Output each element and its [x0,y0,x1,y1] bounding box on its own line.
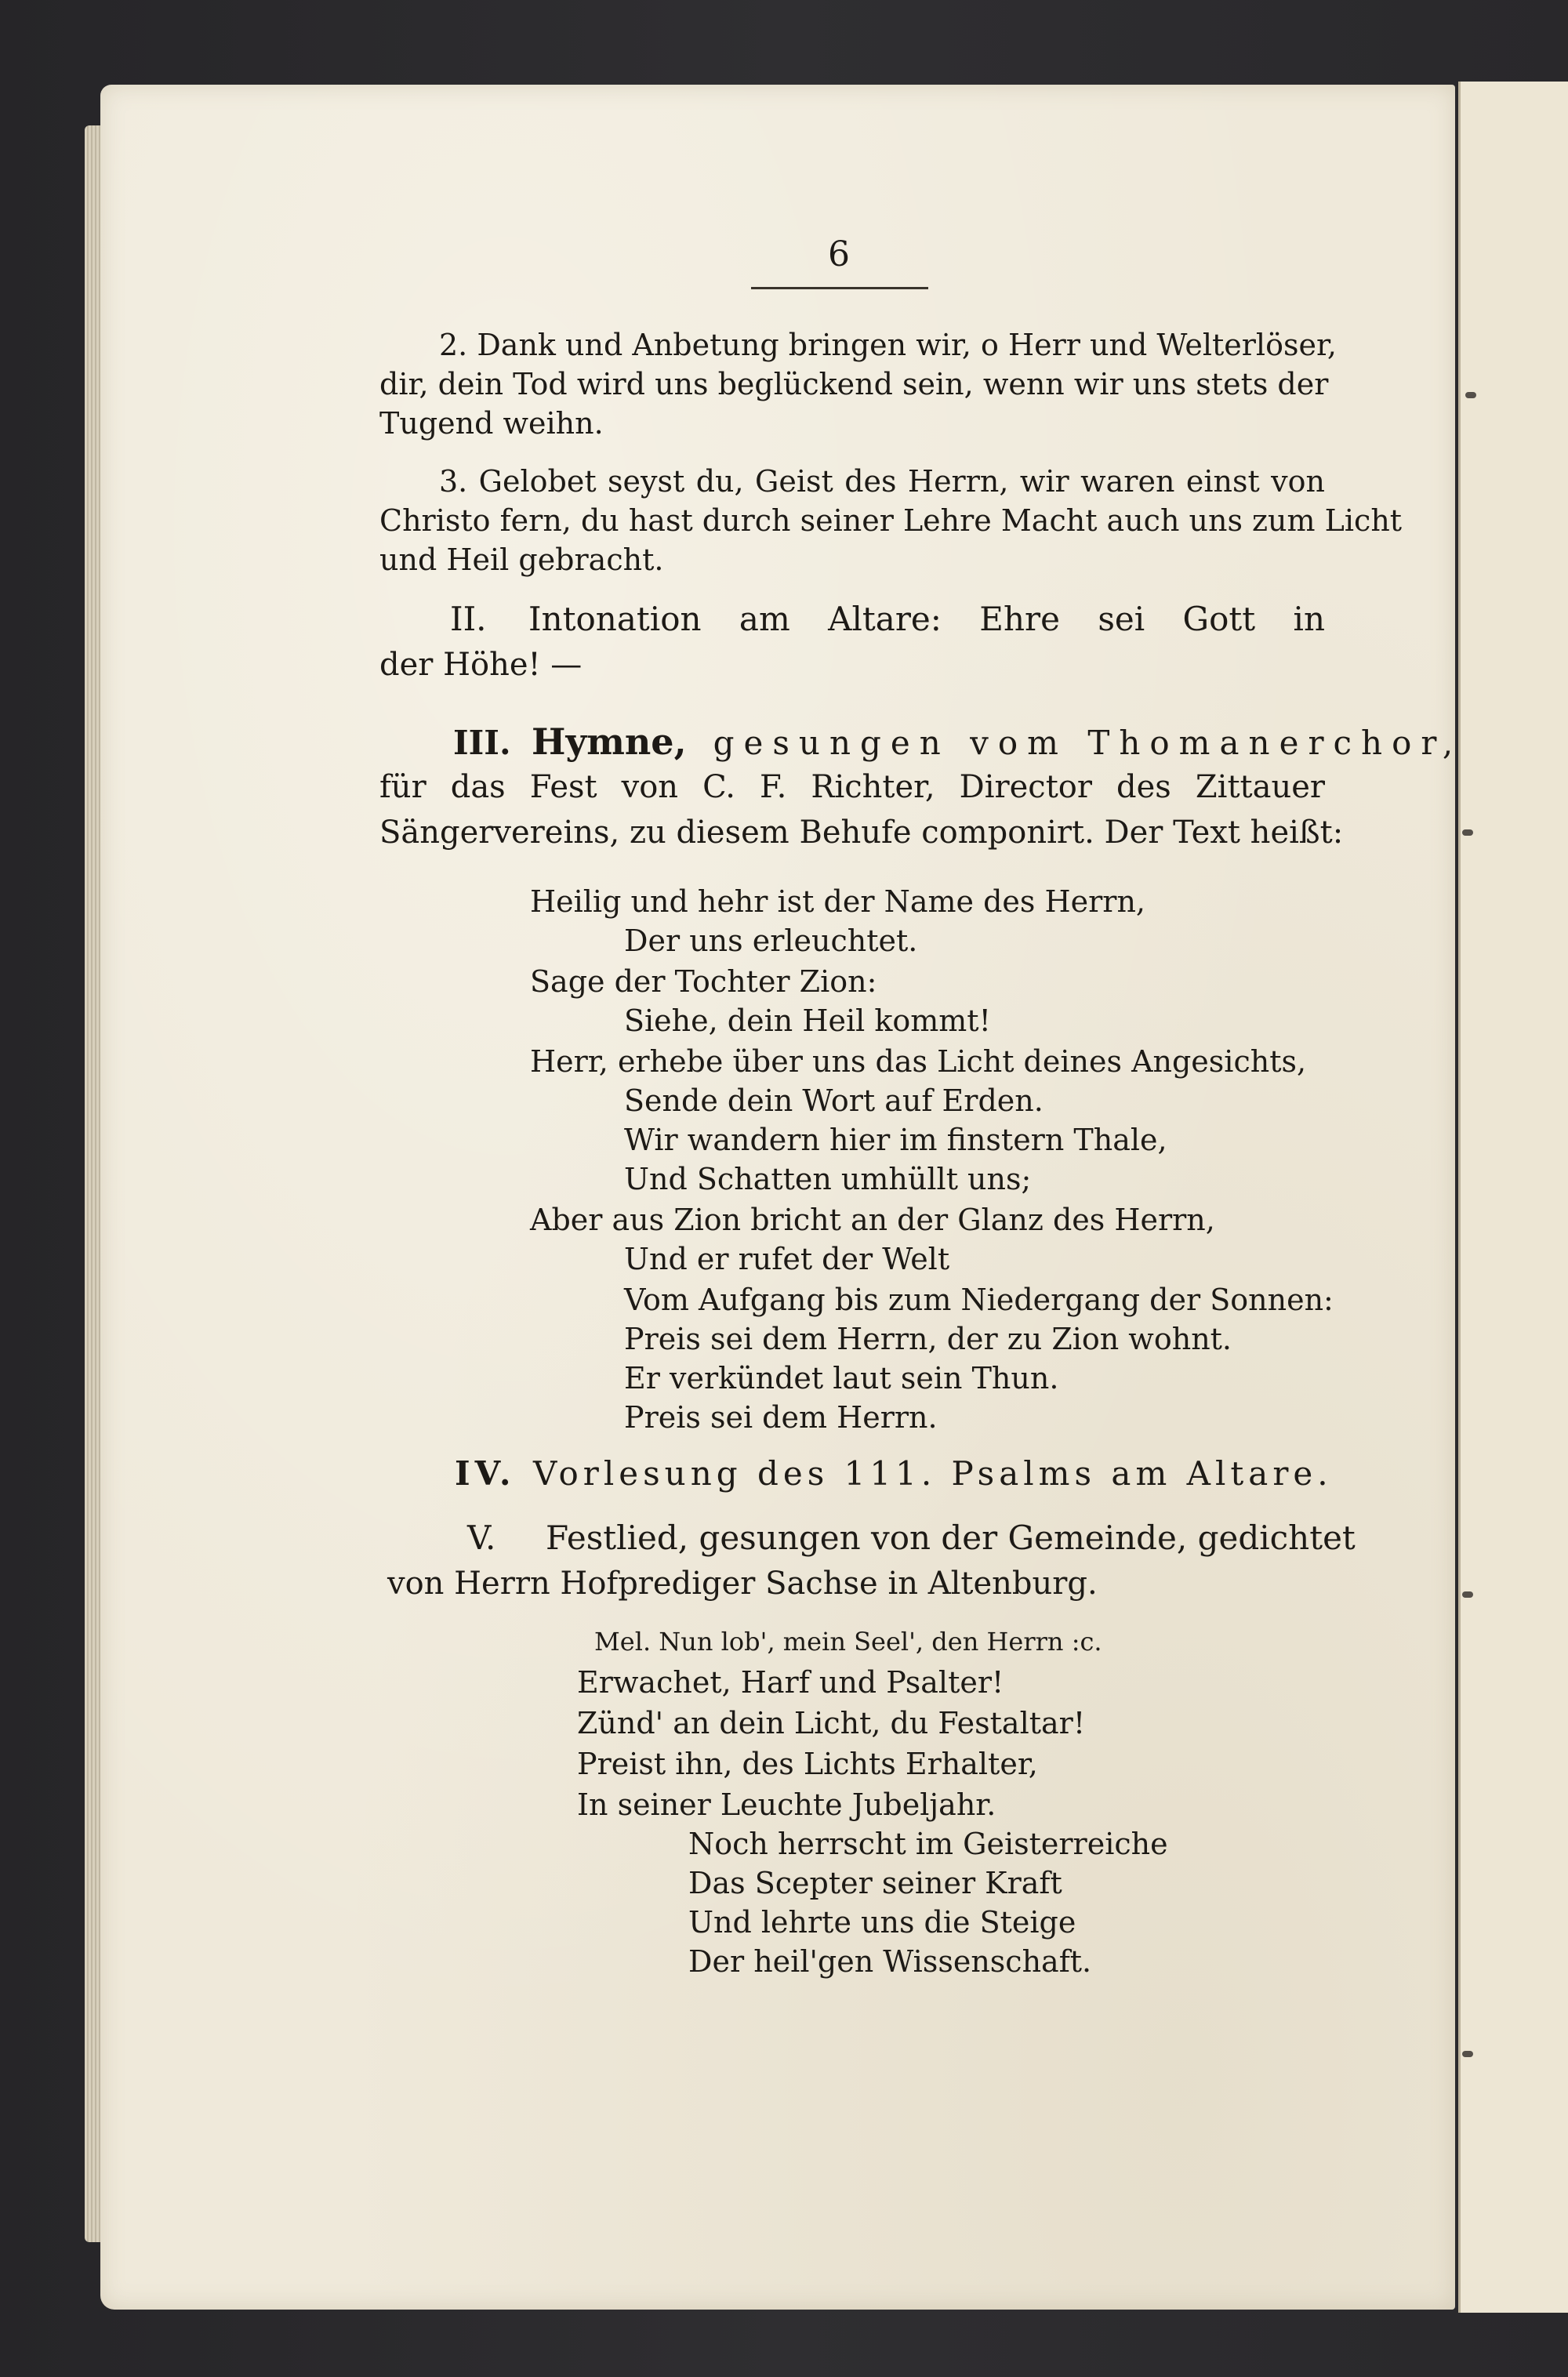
header-rule [751,287,928,289]
paragraph-3-line-1: 3. Gelobet seyst du, Geist des Herrn, wir waren einst von [439,464,1325,499]
section-3-line-2: für das Fest von C. F. Richter, Director des Zittauer [379,769,1325,805]
section-2-numeral: II. [450,600,487,638]
page-number: 6 [828,234,850,274]
section-4-text: Vorlesung des 111. Psalms am Altare. [533,1454,1333,1493]
paragraph-2-line-3: Tugend weihn. [379,406,604,441]
section-3-numeral: III. [453,724,511,762]
section-5-heading-text: Festlied, gesungen von der Gemeinde, gedichtet [546,1519,1356,1557]
hymn-line: Er verkündet laut sein Thun. [624,1361,1059,1395]
section-4-line [455,1454,1333,1493]
section-4-numeral: IV. [455,1454,516,1493]
festlied-line: Erwachet, Harf und Psalter! [577,1665,1004,1700]
hymn-line: Preis sei dem Herrn, der zu Zion wohnt. [624,1322,1232,1356]
hymn-line: Vom Aufgang bis zum Niedergang der Sonnen: [624,1283,1334,1317]
festlied-line: Noch herrscht im Geisterreiche [688,1827,1168,1861]
festlied-line: In seiner Leuchte Jubeljahr. [577,1787,996,1822]
hymn-line: Siehe, dein Heil kommt! [624,1003,991,1038]
section-5-line-2: von Herrn Hofprediger Sachse in Altenburg. [387,1566,1098,1602]
section-3-line-3: Sängervereins, zu diesem Behufe componirt. Der Text heißt: [379,815,1344,851]
paragraph-2-line-2: dir, dein Tod wird uns beglückend sein, wenn wir uns stets der [379,367,1329,401]
section-2-line-1 [450,602,1325,637]
festlied-line: Das Scepter seiner Kraft [688,1866,1062,1900]
hymn-line: Wir wandern hier im finstern Thale, [624,1123,1167,1157]
hymne-title: Hymne, [532,720,687,763]
hymn-line: Sage der Tochter Zion: [530,964,877,999]
festlied-line: Preist ihn, des Lichts Erhalter, [577,1747,1038,1781]
paragraph-3-line-3: und Heil gebracht. [379,543,664,577]
section-2-heading-text: Intonation am Altare: Ehre sei Gott in [528,600,1325,638]
hymn-line: Preis sei dem Herrn. [624,1400,938,1435]
festlied-line: Zünd' an dein Licht, du Festaltar! [577,1706,1086,1740]
section-5-line-1 [467,1519,1356,1557]
hymn-line: Sende dein Wort auf Erden. [624,1083,1044,1118]
section-3-line-1 [453,720,1463,763]
hymn-line: Aber aus Zion bricht an der Glanz des Herrn, [530,1203,1215,1237]
paragraph-3-line-2: Christo fern, du hast durch seiner Lehre Macht auch uns zum Licht [379,503,1403,538]
hymn-line: Und Schatten umhüllt uns; [624,1162,1032,1196]
festlied-line: Und lehrte uns die Steige [688,1905,1076,1940]
hymn-line: Und er rufet der Welt [624,1242,950,1276]
section-5-numeral: V. [467,1519,496,1557]
section-3-heading-text: gesungen vom Thomanerchor, [713,724,1463,762]
section-2-line-2: der Höhe! — [379,647,583,683]
paragraph-2-line-1: 2. Dank und Anbetung bringen wir, o Herr und Welterlöser, [439,328,1338,362]
hymn-line: Der uns erleuchtet. [624,924,918,958]
hymn-line: Herr, erhebe über uns das Licht deines Angesichts, [530,1044,1307,1079]
festlied-line: Der heil'gen Wissenschaft. [688,1944,1092,1979]
hymn-line: Heilig und hehr ist der Name des Herrn, [530,884,1145,919]
melody-note: Mel. Nun lob', mein Seel', den Herrn :c. [594,1627,1102,1657]
